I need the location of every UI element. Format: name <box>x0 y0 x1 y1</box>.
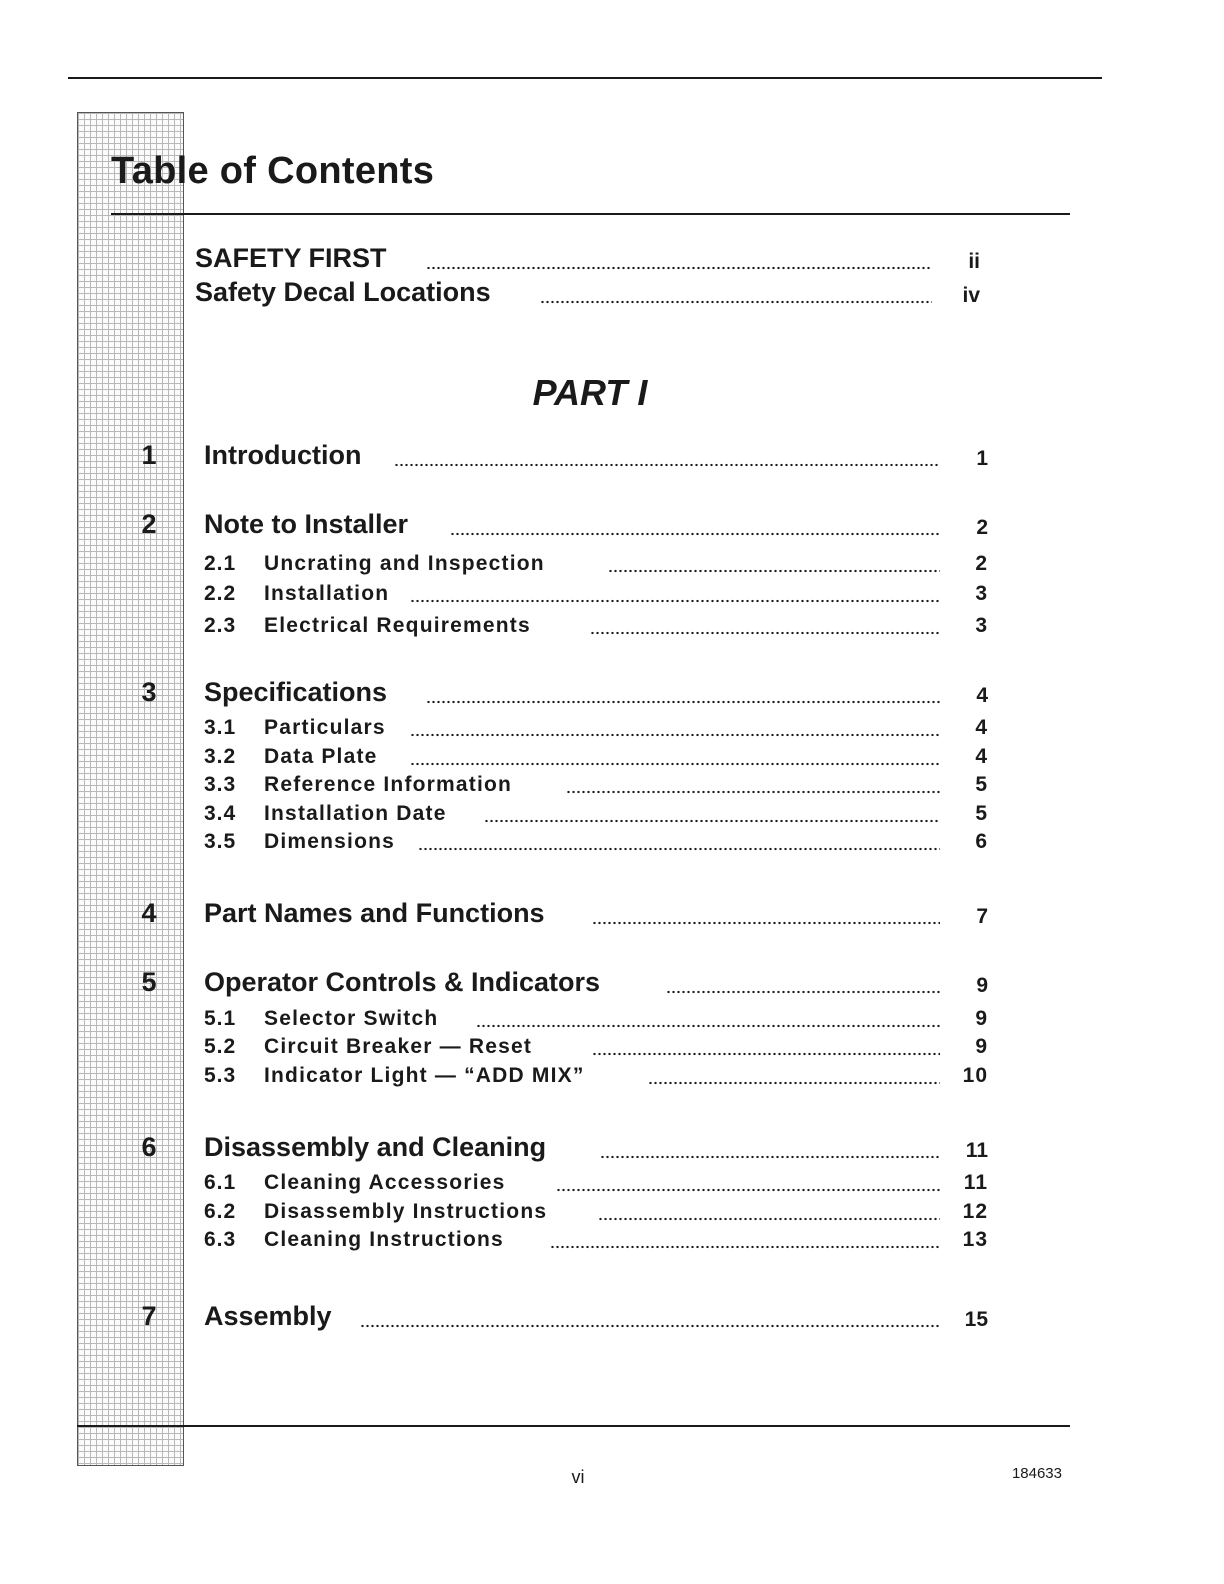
subsection-number: 3.5 <box>204 830 237 853</box>
dot-leader <box>590 631 940 635</box>
subsection-title: Selector Switch <box>264 1007 439 1030</box>
subsection-title: Cleaning Instructions <box>264 1228 504 1251</box>
subsection-number: 2.1 <box>204 552 237 575</box>
subsection-title: Uncrating and Inspection <box>264 552 545 575</box>
section-title: Disassembly and Cleaning <box>204 1132 547 1162</box>
section-page: 1 <box>976 447 988 470</box>
toc-entry-label: SAFETY FIRST <box>195 243 387 273</box>
section-page: 2 <box>976 516 988 539</box>
dot-leader <box>360 1324 940 1328</box>
subsection-title: Cleaning Accessories <box>264 1171 506 1194</box>
dot-leader <box>418 847 940 851</box>
dot-leader <box>592 921 940 925</box>
subsection-title: Disassembly Instructions <box>264 1200 548 1223</box>
dot-leader <box>648 1081 940 1085</box>
subsection-title: Installation Date <box>264 802 447 825</box>
dot-leader <box>450 532 940 536</box>
subsection-page: 11 <box>963 1171 988 1194</box>
title-rule <box>111 213 1070 215</box>
subsection-number: 2.3 <box>204 614 237 637</box>
subsection-page: 2 <box>975 552 988 575</box>
section-title: Specifications <box>204 677 388 707</box>
dot-leader <box>426 700 940 704</box>
subsection-title: Installation <box>264 582 390 605</box>
dot-leader <box>556 1188 940 1192</box>
subsection-page: 3 <box>975 582 988 605</box>
section-number: 7 <box>141 1301 157 1331</box>
subsection-page: 12 <box>962 1200 988 1223</box>
section-number: 4 <box>141 898 157 928</box>
toc-entry-safety-decal-locations[interactable] <box>0 279 1224 313</box>
subsection-number: 3.1 <box>204 716 237 739</box>
section-number: 1 <box>141 440 157 470</box>
section-page: 15 <box>964 1308 988 1331</box>
subsection-page: 9 <box>975 1035 988 1058</box>
section-title: Introduction <box>204 440 362 470</box>
subsection-title: Circuit Breaker — Reset <box>264 1035 533 1058</box>
subsection-number: 6.1 <box>204 1171 237 1194</box>
page-title: Table of Contents <box>111 150 435 192</box>
subsection-page: 5 <box>975 773 988 796</box>
subsection-title: Particulars <box>264 716 386 739</box>
subsection-page: 13 <box>962 1228 988 1251</box>
subsection-page: 3 <box>975 614 988 637</box>
subsection-title: Reference Information <box>264 773 513 796</box>
section-page: 4 <box>976 684 988 707</box>
toc-section-1[interactable] <box>0 442 1224 476</box>
subsection-number: 2.2 <box>204 582 237 605</box>
subsection-number: 3.3 <box>204 773 237 796</box>
subsection-page: 10 <box>962 1064 988 1087</box>
section-page: 9 <box>976 974 988 997</box>
toc-section-7[interactable] <box>0 1303 1224 1337</box>
section-number: 5 <box>141 967 157 997</box>
footer-rule <box>77 1425 1070 1427</box>
dot-leader <box>426 266 932 270</box>
toc-section-4[interactable] <box>0 900 1224 934</box>
toc-subsection-6-3[interactable] <box>0 1224 1224 1258</box>
toc-section-3[interactable] <box>0 679 1224 713</box>
toc-section-5[interactable] <box>0 969 1224 1003</box>
toc-section-6[interactable] <box>0 1134 1224 1168</box>
subsection-title: Data Plate <box>264 745 378 768</box>
section-title: Part Names and Functions <box>204 898 545 928</box>
toc-subsection-2-3[interactable] <box>0 610 1224 644</box>
toc-entry-safety-first[interactable] <box>0 245 1224 279</box>
dot-leader <box>600 1155 940 1159</box>
subsection-number: 6.3 <box>204 1228 237 1251</box>
dot-leader <box>484 819 940 823</box>
toc-subsection-2-1[interactable] <box>0 548 1224 582</box>
subsection-number: 3.2 <box>204 745 237 768</box>
footer-doc-number: 184633 <box>1011 1465 1062 1482</box>
dot-leader <box>608 569 940 573</box>
subsection-page: 4 <box>975 745 988 768</box>
toc-entry-label: Safety Decal Locations <box>195 277 491 307</box>
subsection-number: 5.3 <box>204 1064 237 1087</box>
dot-leader <box>410 733 940 737</box>
dot-leader <box>598 1217 940 1221</box>
subsection-number: 5.1 <box>204 1007 237 1030</box>
subsection-title: Dimensions <box>264 830 396 853</box>
subsection-page: 6 <box>975 830 988 853</box>
dot-leader <box>394 463 940 467</box>
dot-leader <box>666 990 940 994</box>
subsection-number: 6.2 <box>204 1200 237 1223</box>
footer-page-number: vi <box>571 1467 585 1487</box>
section-page: 11 <box>965 1139 988 1162</box>
section-number: 3 <box>141 677 157 707</box>
header-rule <box>68 77 1102 79</box>
toc-subsection-2-2[interactable] <box>0 578 1224 612</box>
toc-subsection-3-5[interactable] <box>0 826 1224 860</box>
section-number: 6 <box>141 1132 157 1162</box>
toc-entry-page: ii <box>968 250 980 273</box>
subsection-page: 4 <box>975 716 988 739</box>
subsection-page: 5 <box>975 802 988 825</box>
subsection-title: Indicator Light — “ADD MIX” <box>264 1064 585 1087</box>
toc-entry-page: iv <box>962 284 980 307</box>
part-title: PART I <box>532 372 648 413</box>
section-title: Assembly <box>204 1301 332 1331</box>
subsection-page: 9 <box>975 1007 988 1030</box>
dot-leader <box>476 1024 940 1028</box>
subsection-number: 5.2 <box>204 1035 237 1058</box>
dot-leader <box>540 300 932 304</box>
dot-leader <box>410 599 940 603</box>
subsection-title: Electrical Requirements <box>264 614 531 637</box>
toc-subsection-5-3[interactable] <box>0 1060 1224 1094</box>
section-title: Operator Controls & Indicators <box>204 967 601 997</box>
section-page: 7 <box>976 905 988 928</box>
dot-leader <box>566 790 940 794</box>
toc-section-2[interactable] <box>0 511 1224 545</box>
section-title: Note to Installer <box>204 509 409 539</box>
dot-leader <box>410 762 940 766</box>
dot-leader <box>592 1052 940 1056</box>
section-number: 2 <box>141 509 157 539</box>
dot-leader <box>550 1245 940 1249</box>
subsection-number: 3.4 <box>204 802 237 825</box>
